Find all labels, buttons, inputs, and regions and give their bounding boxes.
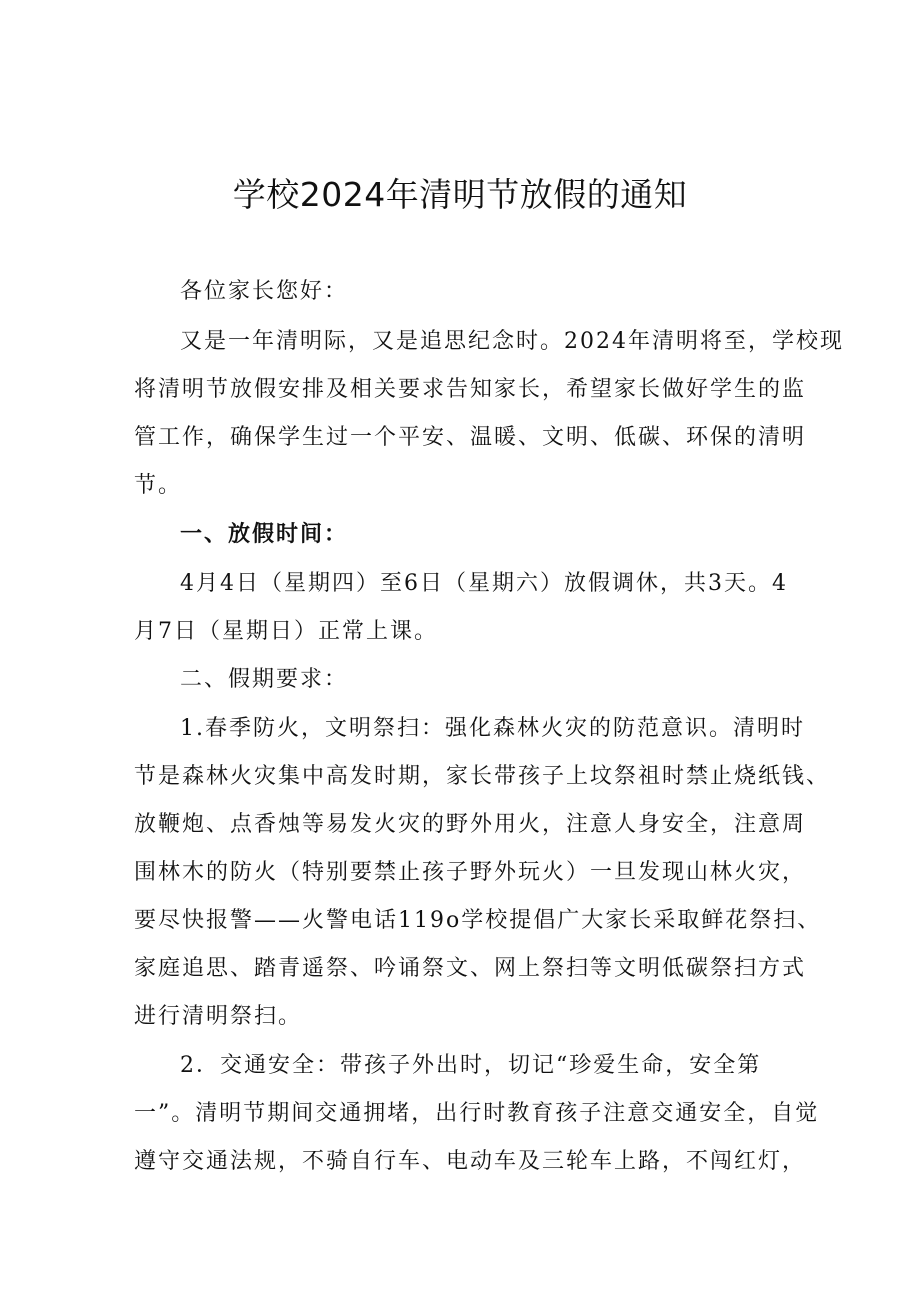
intro-line-2: 将清明节放假安排及相关要求告知家长，希望家长做好学生的监 xyxy=(134,377,807,402)
item2-line-1: 2．交通安全：带孩子外出时，切记“珍爱生命，安全第 xyxy=(180,1053,762,1078)
section-heading-vacation-time: 一、放假时间： xyxy=(180,522,349,547)
item1-line-4: 围林木的防火（特别要禁止孩子野外玩火）一旦发现山林火灾， xyxy=(134,860,807,885)
intro-line-1: 又是一年清明际，又是追思纪念时。2024年清明将至，学校现 xyxy=(180,329,844,354)
document-title: 学校2024年清明节放假的通知 xyxy=(232,175,688,214)
item1-line-1: 1.春季防火，文明祭扫：强化森林火灾的防范意识。清明时 xyxy=(180,716,805,741)
intro-line-4: 节。 xyxy=(134,473,183,498)
item1-line-3: 放鞭炮、点香烛等易发火灾的野外用火，注意人身安全，注意周 xyxy=(134,812,807,837)
item2-line-3: 遵守交通法规，不骑自行车、电动车及三轮车上路，不闯红灯， xyxy=(134,1149,807,1174)
greeting: 各位家长您好： xyxy=(180,279,349,304)
section1-line-1: 4月4日（星期四）至6日（星期六）放假调休，共3天。4 xyxy=(180,571,788,596)
section1-line-2: 月7日（星期日）正常上课。 xyxy=(134,619,438,644)
section-heading-requirements: 二、假期要求： xyxy=(180,667,349,692)
item1-line-7: 进行清明祭扫。 xyxy=(134,1004,303,1029)
item2-line-2: 一”。清明节期间交通拥堵，出行时教育孩子注意交通安全，自觉 xyxy=(134,1101,820,1126)
intro-line-3: 管工作，确保学生过一个平安、温暖、文明、低碳、环保的清明 xyxy=(134,425,807,450)
item1-line-5: 要尽快报警——火警电话119o学校提倡广大家长采取鲜花祭扫、 xyxy=(134,908,822,933)
item1-line-2: 节是森林火灾集中高发时期，家长带孩子上坟祭祖时禁止烧纸钱、 xyxy=(134,764,831,789)
item1-line-6: 家庭追思、踏青遥祭、吟诵祭文、网上祭扫等文明低碳祭扫方式 xyxy=(134,956,807,981)
